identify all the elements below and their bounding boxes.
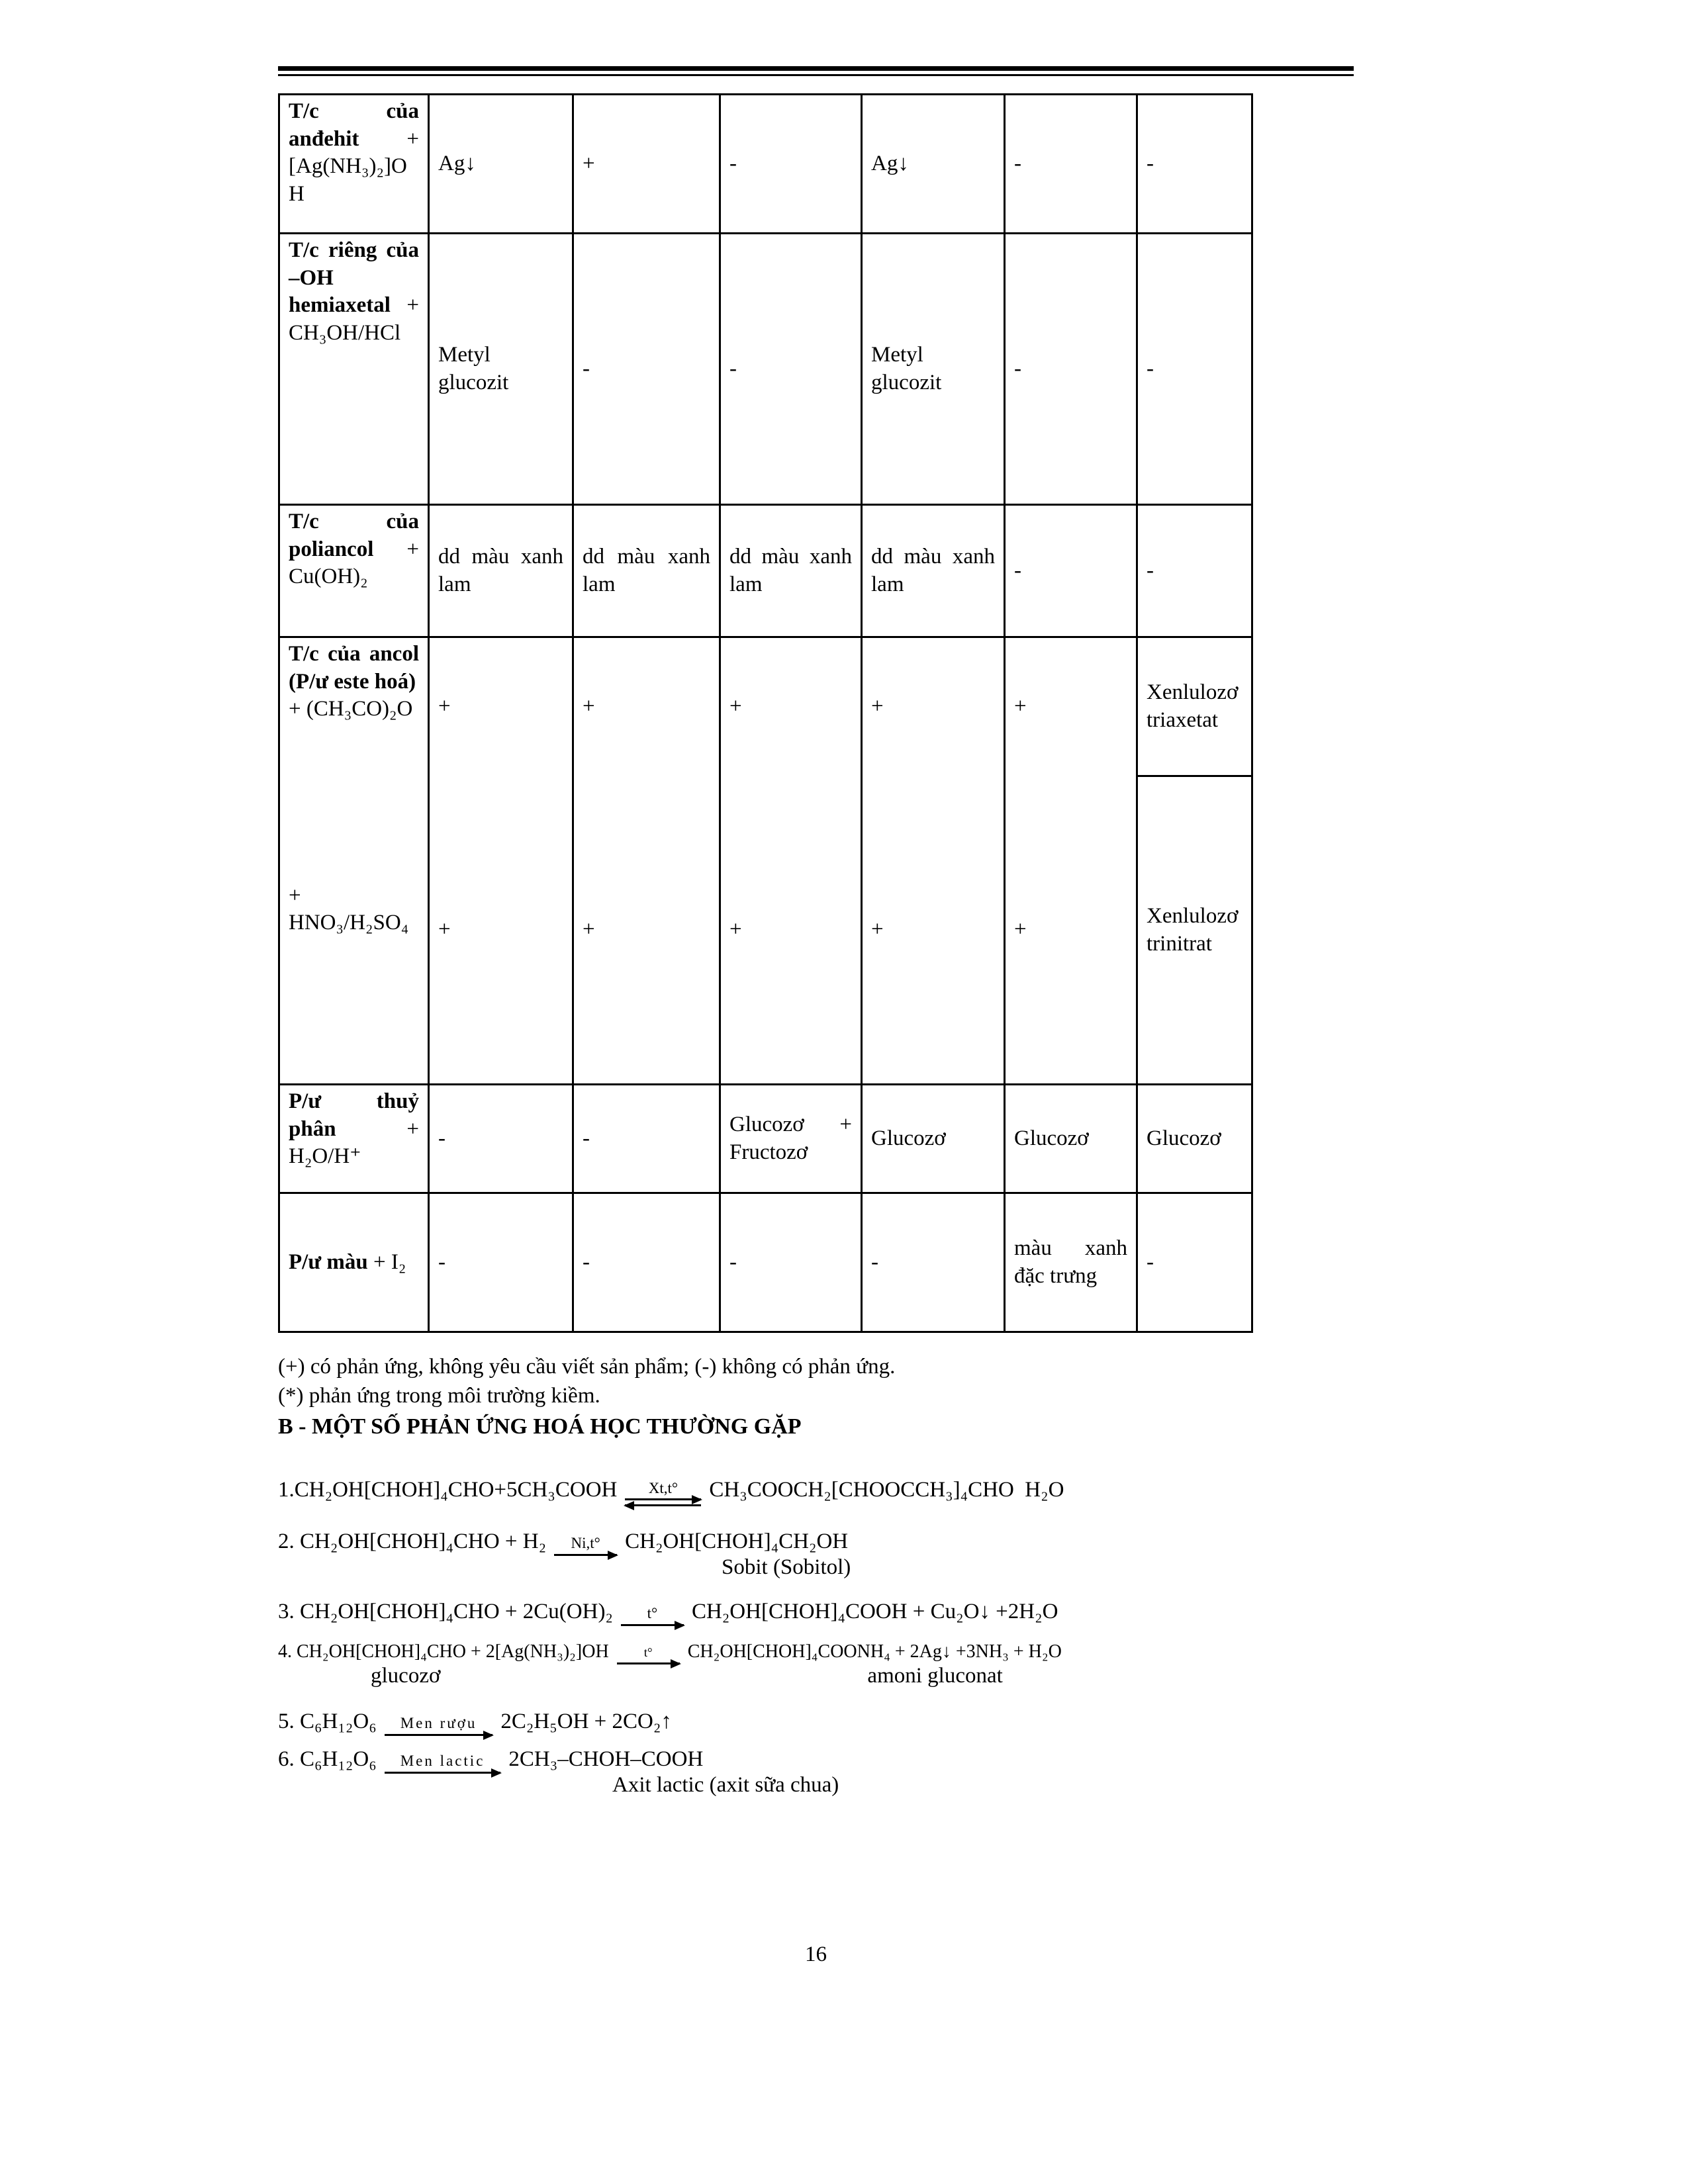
table-cell: - [429,1085,573,1193]
table-row-hemiaxetal [279,234,1252,505]
reaction-4-captions [278,1664,1354,1688]
table-cell: - [1137,1193,1252,1332]
table-cell: - [720,95,862,234]
reaction-number: 3. [278,1600,300,1624]
table-cell: Metyl glucozit [862,234,1005,505]
arrow-condition: Men rượu [400,1715,477,1732]
table-row-andehit [279,95,1252,234]
note-plus-minus: (+) có phản ứng, không yêu cầu viết sản phẩm; (-) không có phản ứng. [278,1355,896,1379]
row-label-cell [279,95,429,234]
row-label-bold: T/c của anđehit [289,99,419,151]
arrow-condition: t° [643,1645,653,1660]
reaction-6-caption: Axit lactic (axit sữa chua) [612,1773,839,1797]
row-label-bold: T/c riêng của –OH hemiaxetal [289,238,419,318]
table-cell: + [573,95,720,234]
table-cell: - [429,1193,573,1332]
table-cell: - [862,1193,1005,1332]
row-label-bold: P/ư thuỷ phân [289,1089,419,1141]
reaction-arrow-icon [617,1647,680,1664]
row-label-rest: + [Ag(NH₃)₂]OH [289,126,419,206]
reaction-rhs: CH₂OH[CHOH]₄COOH + Cu₂O↓ +2H₂O [691,1600,1058,1624]
table-cell: - [1137,95,1252,234]
arrow-condition: Ni,t° [571,1535,600,1552]
table-cell: + [573,637,720,776]
table-cell: - [1137,505,1252,637]
table-cell: - [1137,234,1252,505]
reaction-2-caption: Sobit (Sobitol) [722,1555,851,1580]
row-label-rest: + CH₃OH/HCl [289,293,419,345]
reaction-3 [278,1600,1354,1624]
table-cell: + [720,776,862,1085]
equilibrium-arrow-icon [625,1480,701,1506]
table-row-thuy-phan [279,1085,1252,1193]
arrow-condition: t° [647,1605,658,1622]
table-cell: Xenlulozơ triaxetat [1137,637,1252,776]
table-cell: Ag↓ [862,95,1005,234]
properties-table [278,93,1253,1333]
row-label-rest: + H₂O/H⁺ [289,1116,419,1169]
row-label-cell [279,505,429,637]
table-cell: Glucozơ [1137,1085,1252,1193]
reaction-lhs: CH₂OH[CHOH]₄CHO + 2Cu(OH)₂ [300,1600,613,1624]
row-label-bold: P/ư màu [289,1250,368,1274]
reaction-lhs: CH₂OH[CHOH]₄CHO+5CH₃COOH [294,1477,618,1502]
reaction-rhs: 2C₂H₅OH + 2CO₂↑ [500,1709,672,1734]
table-cell: Metyl glucozit [429,234,573,505]
reaction-arrow-icon [385,1752,501,1773]
table-cell: Glucozơ [862,1085,1005,1193]
reaction-arrow-icon [621,1605,684,1625]
reaction-arrow-icon [554,1535,617,1555]
table-cell: - [720,1193,862,1332]
reaction-2 [278,1529,1354,1554]
table-row-phan-ung-mau [279,1193,1252,1332]
table-cell: + [862,776,1005,1085]
page-content [278,66,1354,1797]
reaction-4 [278,1641,1354,1662]
table-cell: + [429,637,573,776]
table-cell: Glucozơ [1005,1085,1137,1193]
header-rule [278,66,1354,76]
row-label-rest: + I₂ [373,1250,406,1274]
reaction-number: 2. [278,1529,300,1554]
row-label-cell [279,1085,429,1193]
arrow-condition: Men lactic [400,1752,485,1770]
row-label-cell [279,637,429,1085]
reaction-1 [278,1477,1354,1503]
note-star: (*) phản ứng trong môi trường kiềm. [278,1383,600,1408]
reaction-number: 4. [278,1641,297,1662]
table-cell: - [1005,234,1137,505]
table-cell: + [862,637,1005,776]
row-label-bold: T/c của ancol (P/ư este hoá) [289,642,419,694]
reaction-rhs: CH₂OH[CHOH]₄CH₂OH [625,1529,849,1554]
table-row-ancol-este [279,637,1252,776]
arrow-condition: Xt,t° [648,1480,679,1497]
caption-amoni-gluconat: amoni gluconat [867,1664,1003,1688]
table-cell: dd màu xanh lam [429,505,573,637]
reaction-lhs: C₆H₁₂O₆ [300,1709,377,1734]
table-cell: - [720,234,862,505]
reaction-rhs: CH₃COOCH₂[CHOOCCH₃]₄CHO H₂O [709,1477,1064,1502]
reaction-lhs: CH₂OH[CHOH]₄CHO + 2[Ag(NH₃)₂]OH [297,1641,609,1662]
table-cell: - [573,234,720,505]
table-cell: + [573,776,720,1085]
reaction-lhs: CH₂OH[CHOH]₄CHO + H₂ [300,1529,547,1554]
table-cell: - [573,1193,720,1332]
table-cell: - [1005,505,1137,637]
reaction-rhs: CH₂OH[CHOH]₄COONH₄ + 2Ag↓ +3NH₃ + H₂O [687,1641,1062,1662]
reaction-5 [278,1709,1354,1734]
table-cell: Ag↓ [429,95,573,234]
row-label-cell [279,1193,429,1332]
table-cell: - [573,1085,720,1193]
caption-glucozo: glucozơ [371,1664,441,1688]
table-cell: + [1005,776,1137,1085]
reaction-number: 6. [278,1747,300,1772]
table-row-poliancol [279,505,1252,637]
table-cell: dd màu xanh lam [862,505,1005,637]
section-heading: B - MỘT SỐ PHẢN ỨNG HOÁ HỌC THƯỜNG GẶP [278,1414,802,1439]
row-label-rest-1: + (CH₃CO)₂O [289,697,413,721]
table-cell: + [1005,637,1137,776]
table-cell: dd màu xanh lam [573,505,720,637]
table-cell: màu xanh đặc trưng [1005,1193,1137,1332]
reaction-lhs: C₆H₁₂O₆ [300,1747,377,1772]
table-cell: Glucozơ + Fructozơ [720,1085,862,1193]
reaction-arrow-icon [385,1715,493,1735]
table-cell: + [429,776,573,1085]
table-cell: - [1005,95,1137,234]
table-cell: Xenlulozơ trinitrat [1137,776,1252,1085]
reaction-number: 1. [278,1477,295,1502]
reaction-rhs: 2CH₃–CHOH–COOH [508,1747,704,1772]
reaction-6 [278,1747,1354,1772]
table-cell: + [720,637,862,776]
table-cell: dd màu xanh lam [720,505,862,637]
reactions-list [278,1477,1354,1797]
row-label-bold: T/c của poliancol [289,510,419,561]
row-label-rest-2: + HNO₃/H₂SO₄ [289,883,409,935]
reaction-number: 5. [278,1709,300,1734]
page-number: 16 [805,1942,827,1966]
row-label-rest: + Cu(OH)₂ [289,537,419,589]
row-label-cell [279,234,429,505]
